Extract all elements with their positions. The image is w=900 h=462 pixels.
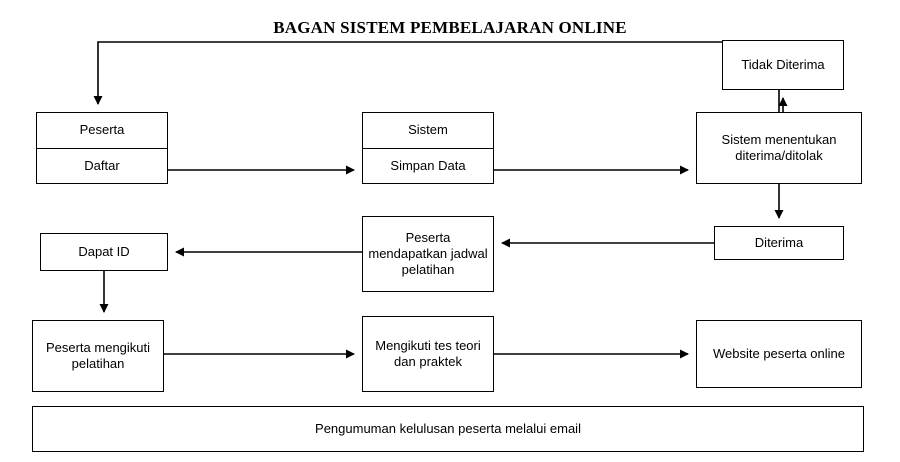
node-peserta-jadwal-label: Peserta mendapatkan jadwal pelatihan — [368, 229, 488, 278]
connector-reject-loop — [98, 42, 779, 112]
node-dapat-id-label: Dapat ID — [78, 243, 130, 259]
node-peserta-pelatihan[interactable] — [32, 320, 164, 392]
node-tidak-diterima[interactable] — [722, 40, 844, 90]
node-peserta-jadwal[interactable] — [362, 216, 494, 292]
node-peserta-daftar-body: Daftar — [37, 148, 167, 184]
node-sistem-title: Sistem — [408, 122, 448, 138]
node-sistem-menentukan[interactable] — [696, 112, 862, 184]
node-mengikuti-tes-label: Mengikuti tes teori dan praktek — [375, 337, 481, 369]
node-peserta-pelatihan-label: Peserta mengikuti pelatihan — [45, 339, 151, 371]
node-peserta-daftar[interactable] — [36, 112, 168, 184]
node-pengumuman-label: Pengumuman kelulusan peserta melalui email — [315, 420, 581, 436]
node-website-peserta[interactable] — [696, 320, 862, 388]
page-title: BAGAN SISTEM PEMBELAJARAN ONLINE — [273, 18, 627, 37]
node-sistem-simpan-data[interactable] — [362, 112, 494, 184]
node-website-peserta-label: Website peserta online — [712, 345, 845, 361]
node-tidak-diterima-label: Tidak Diterima — [741, 56, 825, 72]
node-pengumuman[interactable] — [32, 406, 864, 452]
node-sistem-body: Simpan Data — [363, 148, 493, 184]
node-diterima-label: Diterima — [754, 234, 804, 250]
node-peserta-daftar-title: Peserta — [79, 122, 125, 138]
node-dapat-id[interactable] — [40, 233, 168, 271]
node-sistem-menentukan-label: Sistem menentukan diterima/ditolak — [721, 131, 837, 163]
node-mengikuti-tes[interactable] — [362, 316, 494, 392]
node-diterima[interactable] — [714, 226, 844, 260]
